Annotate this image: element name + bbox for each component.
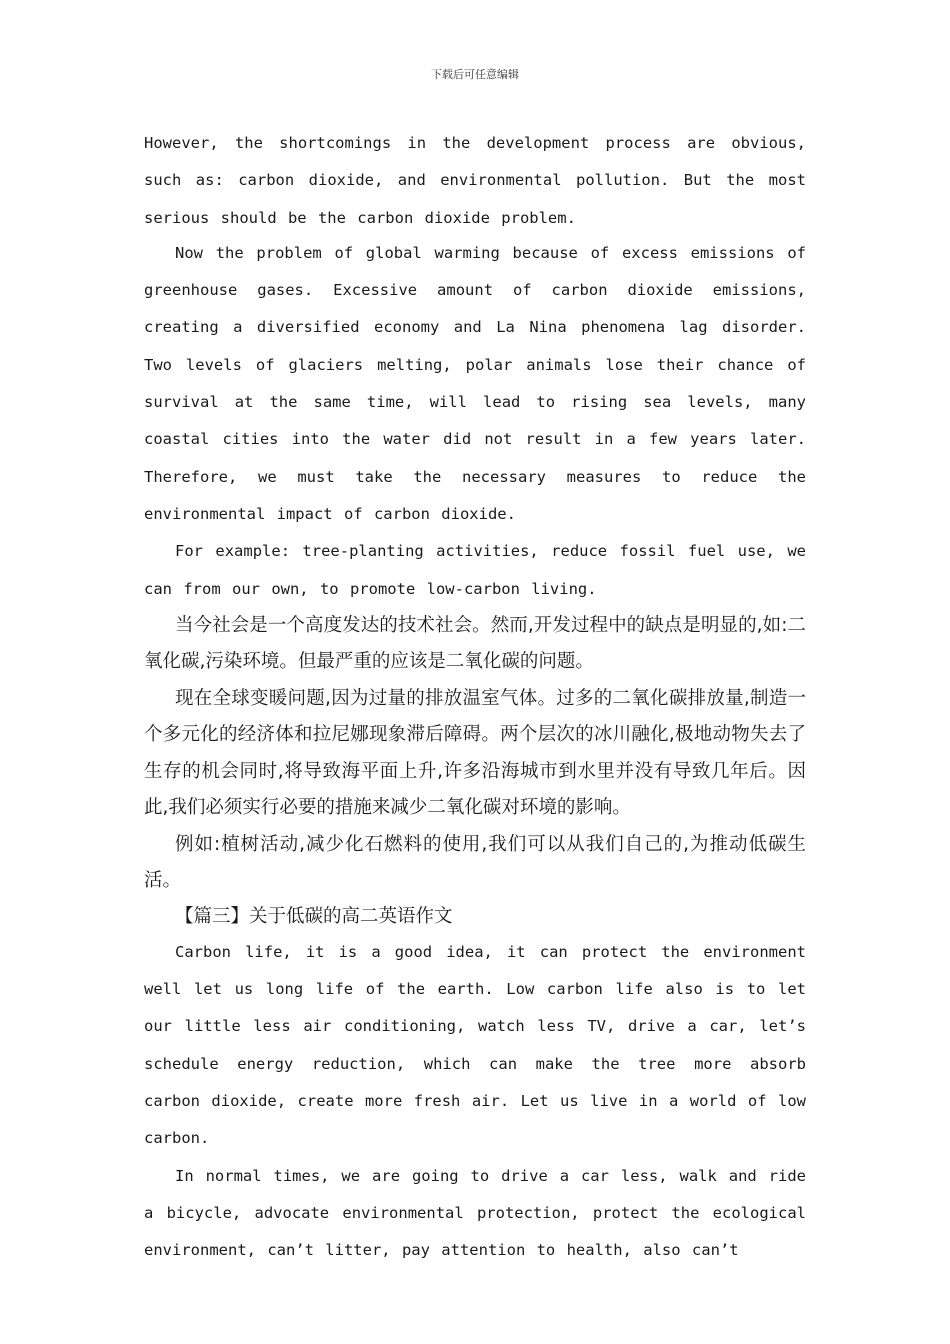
page-header-note: 下载后可任意编辑	[431, 68, 519, 81]
paragraph-en-2: Now the problem of global warming because of excess emissions of greenhouse gases. Excessive amount of carbon dioxide emissions, creating a diversified economy and La Nina phenomena lag disorder. Two levels of glaciers melting, polar animals lose their chance of survival at the same time, will lead to rising sea levels, many coastal cities into the water did not result in a few years later. Therefore, we must take the necessary measures to reduce the environmental impact of carbon dioxide.	[144, 243, 806, 523]
paragraph-en-5: In normal times, we are going to drive a car less, walk and ride a bicycle, advocate environmental protection, protect the ecological environment, can’t litter, pay attention to health, also can’t	[144, 1166, 806, 1260]
paragraph-zh-1: 当今社会是一个高度发达的技术社会。然而,开发过程中的缺点是明显的,如:二氧化碳,污染环境。但最严重的应该是二氧化碳的问题。	[144, 614, 806, 673]
paragraph-en-3: For example: tree-planting activities, reduce fossil fuel use, we can from our own, to promote low-carbon living.	[144, 542, 806, 598]
section-title: 【篇三】关于低碳的高二英语作文	[175, 905, 453, 927]
paragraph-en-4: Carbon life, it is a good idea, it can protect the environment well let us long life of the earth. Low carbon life also is to let our little less air conditioning, watch less TV, drive a car, let’s schedule energy reduction, which can make the tree more absorb carbon dioxide, create more fresh air. Let us live in a world of low carbon.	[144, 942, 806, 1148]
paragraph-zh-2: 现在全球变暖问题,因为过量的排放温室气体。过多的二氧化碳排放量,制造一个多元化的经济体和拉尼娜现象滞后障碍。两个层次的冰川融化,极地动物失去了生存的机会同时,将导致海平面上升,许多沿海城市到水里并没有导致几年后。因此,我们必须实行必要的措施来减少二氧化碳对环境的影响。	[144, 687, 806, 819]
document-body	[144, 125, 806, 1270]
paragraph-en-1: However, the shortcomings in the development process are obvious, such as: carbon dioxide, and environmental pollution. But the most serious should be the carbon dioxide problem.	[144, 134, 806, 227]
paragraph-zh-3: 例如:植树活动,减少化石燃料的使用,我们可以从我们自己的,为推动低碳生活。	[144, 833, 806, 892]
